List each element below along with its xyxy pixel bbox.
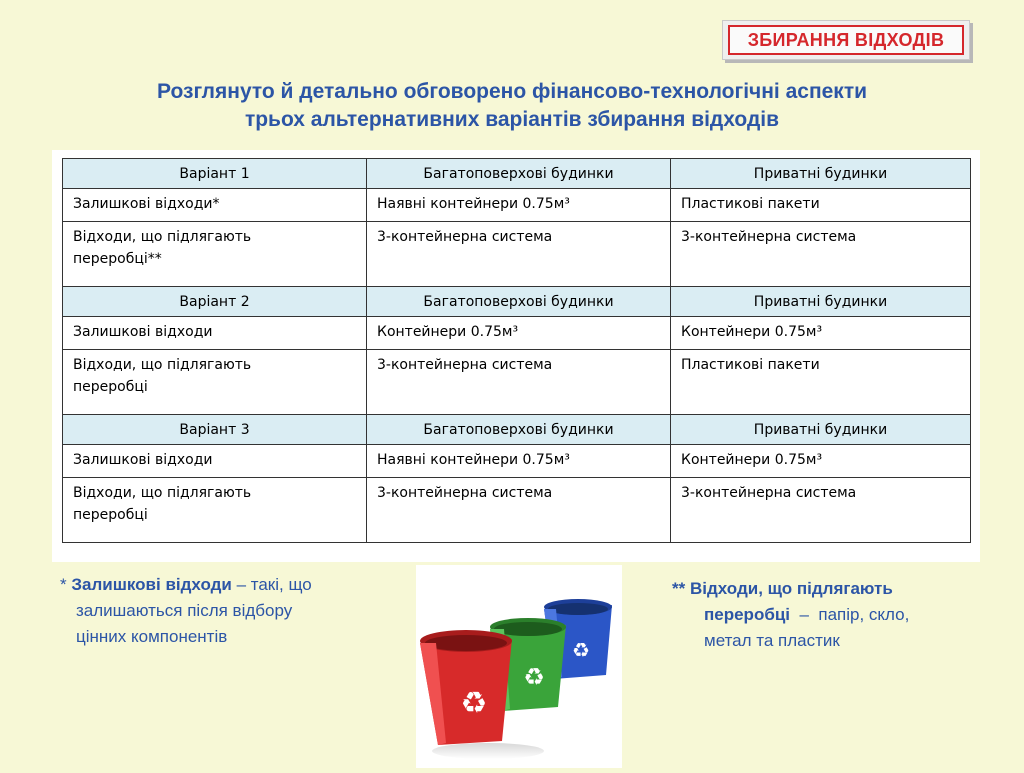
apartments-cell: Контейнери 0.75м³ — [367, 317, 671, 350]
label-word: Відходи, — [73, 485, 137, 501]
footnote-residual-waste — [60, 572, 390, 650]
footnote-term-tail: переробці — [704, 605, 791, 624]
section-tag — [722, 20, 970, 60]
label-tail: переробці** — [73, 251, 162, 267]
footnote-definition: папір, скло, — [818, 605, 910, 624]
recyclable-waste-row — [63, 222, 971, 287]
variant-header-row — [63, 159, 971, 189]
label-tail: переробці — [73, 507, 148, 523]
footnote-line-3: метал та пластик — [704, 631, 840, 650]
footnote-term: Залишкові відходи — [71, 575, 232, 594]
apartments-cell: 3-контейнерна система — [367, 222, 671, 287]
label-word: Відходи, — [73, 229, 137, 245]
apartments-cell: 3-контейнерна система — [367, 478, 671, 543]
column-header-apartments: Багатоповерхові будинки — [367, 287, 671, 317]
apartments-cell: Наявні контейнери 0.75м³ — [367, 445, 671, 478]
apartments-cell: 3-контейнерна система — [367, 350, 671, 415]
recycle-icon: ♻ — [523, 663, 545, 691]
variant-title: Варіант 3 — [63, 415, 367, 445]
column-header-private: Приватні будинки — [671, 159, 971, 189]
column-header-private: Приватні будинки — [671, 287, 971, 317]
variant-header-row — [63, 415, 971, 445]
recyclable-waste-row — [63, 350, 971, 415]
row-label: Залишкові відходи — [63, 445, 367, 478]
variants-table — [62, 158, 971, 543]
residual-waste-row — [63, 189, 971, 222]
row-label — [63, 478, 367, 543]
apartments-cell: Наявні контейнери 0.75м³ — [367, 189, 671, 222]
headline-line-1: Розглянуто й детально обговорено фінансово-технологічні аспекти — [156, 80, 868, 103]
footnote-line-3: цінних компонентів — [76, 627, 228, 646]
variants-table-panel — [52, 150, 980, 562]
footnote-term: Відходи, що підлягають — [689, 579, 893, 598]
residual-waste-row — [63, 317, 971, 350]
private-cell: Пластикові пакети — [671, 189, 971, 222]
private-cell: Контейнери 0.75м³ — [671, 445, 971, 478]
section-tag-label: ЗБИРАННЯ ВІДХОДІВ — [728, 25, 964, 55]
variant-title: Варіант 2 — [63, 287, 367, 317]
private-cell: 3-контейнерна система — [671, 478, 971, 543]
recycling-bins-illustration — [416, 565, 622, 768]
footnote-line-2: залишаються після відбору — [76, 601, 293, 620]
row-label — [63, 222, 367, 287]
private-cell: 3-контейнерна система — [671, 222, 971, 287]
footnote-line-2 — [672, 602, 982, 628]
footnote-marker: ** — [672, 579, 686, 598]
private-cell: Контейнери 0.75м³ — [671, 317, 971, 350]
label-word: що — [140, 229, 163, 245]
label-tail: переробці — [73, 379, 148, 395]
row-label — [63, 350, 367, 415]
label-word: що — [140, 357, 163, 373]
footnote-marker: * — [60, 575, 67, 594]
recycling-bins-image — [416, 565, 622, 768]
variant-title: Варіант 1 — [63, 159, 367, 189]
footnote-definition: – такі, що — [231, 575, 312, 594]
label-word: Відходи, — [73, 357, 137, 373]
label-word: що — [140, 485, 163, 501]
row-label: Залишкові відходи* — [63, 189, 367, 222]
column-header-apartments: Багатоповерхові будинки — [367, 159, 671, 189]
variant-header-row — [63, 287, 971, 317]
footnote-dash: – — [790, 605, 819, 624]
footnote-line-1 — [672, 576, 982, 602]
label-word: підлягають — [166, 357, 252, 373]
row-label: Залишкові відходи — [63, 317, 367, 350]
column-header-apartments: Багатоповерхові будинки — [367, 415, 671, 445]
footnote-recyclable-waste — [672, 576, 982, 654]
residual-waste-row — [63, 445, 971, 478]
recycle-icon: ♻ — [572, 638, 590, 662]
recyclable-waste-row — [63, 478, 971, 543]
slide-headline — [60, 78, 964, 134]
headline-line-2: трьох альтернативних варіантів збирання відходів — [244, 108, 780, 131]
private-cell: Пластикові пакети — [671, 350, 971, 415]
footnote-line-1 — [60, 572, 390, 598]
label-word: підлягають — [166, 229, 252, 245]
label-word: підлягають — [166, 485, 252, 501]
column-header-private: Приватні будинки — [671, 415, 971, 445]
recycle-icon: ♻ — [460, 686, 488, 721]
